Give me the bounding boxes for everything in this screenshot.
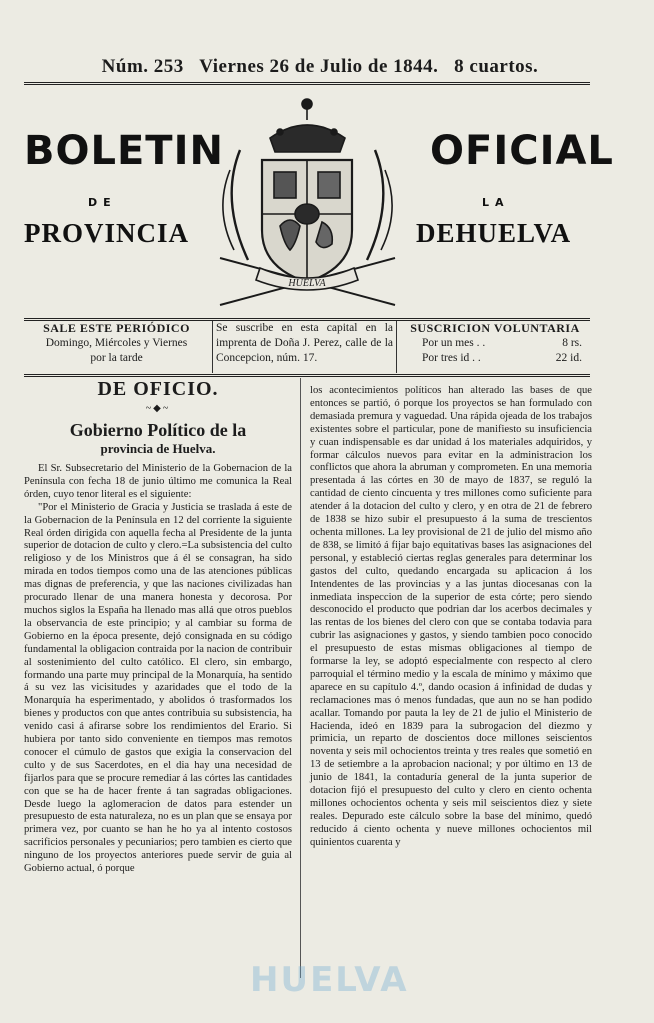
masthead-rule bbox=[24, 82, 590, 85]
right-column bbox=[310, 385, 592, 850]
title-de: DE bbox=[88, 196, 117, 209]
title-dehuelva: DEHUELVA bbox=[416, 218, 572, 248]
subscription-info bbox=[24, 321, 590, 373]
title-oficial: OFICIAL bbox=[430, 128, 614, 174]
ornament-divider: ~◆~ bbox=[145, 403, 171, 414]
subscription-location bbox=[212, 321, 397, 373]
price-month-label: Por un mes . . bbox=[422, 337, 486, 349]
left-column bbox=[24, 378, 292, 876]
article-text-left: "Por el Ministerio de Gracia y Justicia se traslada á este de la Gobernacion de la Península en 12 del corriente la siguiente Real órden dirigida con aquella fecha al Presidente de la junta superior de dotacion de culto y clero.=La subsistencia del culto religioso y de los Ministros que á él se consagran, ha sido mirada en todos tiempos como una de las atenciones públicas mas dignas de preferencia, y que las naciones civilizadas han procurado llenar de una manera honesta y decorosa. Por muchos siglos la España ha llenado mas allá que otros pueblos la observancia de este principio; y al cambiar su forma de Gobierno en la época presente, dejó consignada en su código fundamental la obligacion contraida por la nacion de contribuir al sostenimiento del culto católico. El clero, sin embargo, formando una parte muy principal de la Monarquía, ha sentido á su vez las vicisitudes y azaridades que el todo de la Monarquía ha esperimentado, y abolidos ó trasformados los bienes y productos con que antes contribuia su subsistencia, ha venido casi á afirarse sobre los rendimientos del Erario. Si hubiera por tanto sido conveniente en tiempos mas remotos conocer el cúmulo de gastos que exigia la conservacion del culto y de sus Sacerdotes, en el dia hay una necesidad de fijarlos para que se procure remediar á las córtes las cantidades con que se ha de hacer frente á tan sagradas obligaciones. Desde luego la aglomeracion de datos para estender un presupuesto de esta naturaleza, no es un plan que se ensaya por primera vez, por cuanto se han he ho ya al intento costosos sacrificios personales y pecuniarios; pero tambien es cierto que ninguno de los proyectos anteriores puede servir de guia al Gobierno actual, ó porque bbox=[24, 501, 292, 875]
subscription-prices bbox=[400, 321, 590, 373]
title-boletin: BOLETIN bbox=[24, 128, 224, 174]
info-bottom-rule bbox=[24, 374, 590, 377]
article-heading: Gobierno Político de la bbox=[69, 420, 247, 440]
article-body-left bbox=[24, 463, 292, 876]
article-subheading: provincia de Huelva. bbox=[100, 441, 216, 456]
price-three-label: Por tres id . . bbox=[422, 352, 481, 364]
issue-line bbox=[40, 56, 600, 78]
schedule-heading: SALE ESTE PERIÓDICO bbox=[43, 321, 190, 335]
title-provincia: PROVINCIA bbox=[24, 218, 190, 248]
section-heading: DE OFICIO. bbox=[97, 378, 219, 400]
article-intro: El Sr. Subsecretario del Ministerio de la Gobernacion de la Península con fecha 18 de junio último me comunica la Real órden, cuyo tenor literal es el siguiente: bbox=[24, 463, 292, 500]
schedule-time: por la tarde bbox=[90, 352, 143, 364]
crest-ribbon-text: HUELVA bbox=[288, 278, 326, 289]
price-row-three bbox=[400, 351, 590, 366]
issue-price: 8 cuartos. bbox=[454, 56, 539, 77]
price-month-value: 8 rs. bbox=[562, 337, 582, 349]
schedule-days: Domingo, Miércoles y Viernes bbox=[45, 337, 188, 349]
article-text-right: los acontecimientos políticos han alterado las bases de que entonces se partió, ó porque los proyectos se han formulado con demasiada premura y vaguedad. Una rápida ojeada de los trabajos existentes sobre el particular, pone de manifiesto su insuficiencia y cuan indispensable es dar unidad á los materiales adquiridos, y formar cálculos nuevos para evitar en la administracion los conflictos que ahora la abruman y comprometen. En una memoria presentada á las córtes en 30 de mayo de 1837, se reguló la cantidad de ciento cincuenta y tres millones como suficiente para atender á la dotacion del culto y clero, y en otra de 21 de febrero de 1838 se hizo subir el presupuesto á la suma de trescientos ochenta millones. La ley provisional de 21 de julio del mismo año de 838, se limitó á fijar bajo equitativas bases las asignaciones del personal, y estableció ciertas reglas generales para determinar los gastos del culto, quedando encargada su aplicacion á los Intendentes de las provincias y a las juntas diocesanas con la inmediata inspeccion de la superior de esta córte; pero siendo desconocido el producto que podrian dar los acerbos decimales y las rentas de los bienes del clero con que se contaba todavia para cubrir las asignaciones y gastos, y siendo tambien poco conocido el presupuesto de estas mismas obligaciones al tiempo de formarse la ley, se adoptó especialmente con respecto al clero parroquial el término medio y la escala de mínimo y máximo que aparece en su capítulo 4.º, dando ocasion á infinidad de dudas y reclamaciones mas ó menos fundadas, que aun no se han podido acallar. Tomando por pauta la ley de 21 de julio el Ministerio de Hacienda, ideó en 1839 para la subrogacion del diezmo y primicia, un reparto de doscientos doce millones seiscientos noventa y seis mil ochocientos treinta y tres reales que sometió en 13 de setiembre a la aprobacion nacional; y por último en 13 de junio de 1841, la contaduría general de la junta superior de dotacion fijó el presupuesto del culto y clero en ciento ochenta millones ochocientos ochenta y seis mil seiscientos diez y siete reales. Depurado este cálculo sobre la base del mínimo, quedó reducido á ciento ochenta y nueve millones ochocientos mil quinientos cuarenta y bbox=[310, 385, 592, 848]
title-la: LA bbox=[482, 196, 510, 209]
royal-crest-icon bbox=[200, 90, 415, 315]
archive-watermark: HUELVA bbox=[250, 960, 409, 1000]
column-divider bbox=[300, 378, 301, 978]
price-row-month bbox=[400, 336, 590, 351]
issue-date: Viernes 26 de Julio de 1844. bbox=[199, 56, 439, 77]
subscription-location-text: Se suscribe en esta capital en la imprenta de Doña J. Perez, calle de la Concepcion, núm. 17. bbox=[216, 322, 393, 364]
article-body-right bbox=[310, 385, 592, 850]
issue-number: Núm. 253 bbox=[101, 56, 184, 77]
price-three-value: 22 id. bbox=[555, 352, 582, 364]
publication-schedule bbox=[24, 321, 209, 373]
prices-heading: SUSCRICION VOLUNTARIA bbox=[410, 321, 580, 335]
